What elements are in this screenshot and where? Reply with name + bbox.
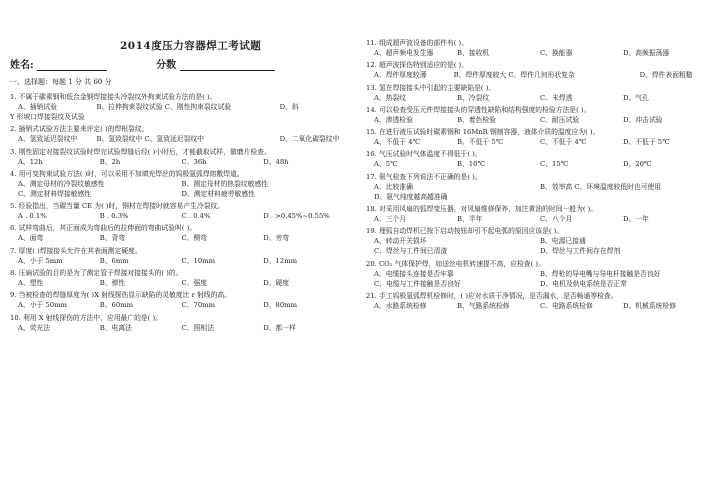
- answer-option: B、半年: [457, 215, 483, 224]
- option-row: [366, 137, 706, 147]
- option-row: [10, 323, 345, 333]
- answer-option: C、照相法: [181, 323, 214, 332]
- answer-option: B、不低于 5℃: [457, 138, 504, 147]
- answer-option: D、高频振荡器: [623, 49, 670, 57]
- question-item: [366, 226, 706, 256]
- question-text: 1. 不属于碳素钢和低合金钢焊接接头冷裂纹外拘束试验方法的是( )。: [10, 93, 217, 101]
- question-text: 12. 超声波探伤特别适应的是( )。: [366, 61, 468, 70]
- answer-option: C、36h: [181, 157, 207, 166]
- answer-option: A、小于 50mm: [18, 301, 67, 310]
- question-item: [10, 169, 345, 199]
- question-item: [10, 92, 345, 122]
- option-row: [366, 236, 706, 246]
- question-item: [366, 259, 706, 289]
- answer-option: C、70mm: [181, 301, 216, 310]
- answer-option: A、12h: [18, 157, 43, 166]
- question-text: 5. 经验指出，当碳当量 CE 为( )时，钢材在焊接时就容易产生冷裂纹。: [10, 202, 225, 211]
- option-row: [10, 134, 345, 144]
- option-row: [10, 157, 345, 167]
- option-row: [366, 269, 706, 279]
- question-text: 18. 对采用风扇的弧焊变压器，对风扇维修保养，加注黄油的时间一般为( )。: [366, 205, 598, 214]
- left-column: [10, 92, 345, 335]
- answer-option: A、渗透检验: [374, 115, 413, 124]
- question-item: [366, 149, 706, 169]
- question-text: 14. 可以检查受压元件焊接接头的穿透性缺陷和结构强度的检验方法是( )。: [366, 105, 591, 114]
- option-row: [10, 278, 345, 288]
- page-title: 2014度压力容器焊工考试题: [120, 40, 262, 52]
- answer-option: B、焊枪的导电嘴与导电杆接触是否良好: [540, 269, 661, 278]
- answer-option: D、气孔: [623, 93, 649, 102]
- answer-option: A、塑性: [18, 279, 44, 288]
- option-continuation: D、氨气纯度越高越准确: [374, 192, 448, 201]
- answer-option: A . 0.1%: [18, 212, 47, 221]
- answer-option: B、气路系统检修: [457, 301, 510, 310]
- answer-option: A、转动开关损坏: [374, 237, 427, 246]
- answer-option: C、电缆与工件接触是否良好: [374, 279, 461, 288]
- answer-option: C、侧弯: [181, 234, 208, 243]
- score-label: 分数: [156, 60, 177, 71]
- answer-option: D、斜: [279, 103, 299, 111]
- question-text: 6. 试样弯曲后，其正面成为弯曲后的拉伸面的弯曲试验叫( )。: [10, 224, 197, 233]
- option-row: [366, 214, 706, 224]
- question-text: 7. 厚度( )焊接接头允许在其表面测定硬度。: [10, 246, 142, 255]
- answer-option: B、着色检验: [457, 115, 496, 124]
- answer-option: A、电缆接头连接是否牢靠: [374, 269, 454, 278]
- name-score-line: [10, 56, 275, 71]
- question-text: 17. 氨气检查下列说法不正确的是( )。: [366, 172, 482, 181]
- question-item: [366, 291, 706, 311]
- question-item: [366, 105, 706, 125]
- option-row: [366, 246, 706, 256]
- answer-option: D、12mm: [263, 256, 298, 265]
- answer-option: A、焊件厚度较薄: [374, 71, 427, 80]
- answer-option: C、强度: [181, 279, 208, 288]
- question-item: [366, 83, 706, 103]
- answer-option: A、比较准确: [374, 182, 413, 191]
- name-label: 姓名:: [10, 60, 34, 71]
- answer-option: D、冲击试验: [623, 115, 663, 124]
- answer-option: C . 0.4%: [181, 212, 211, 221]
- question-item: [10, 147, 345, 167]
- answer-option: C、耐压试验: [540, 115, 580, 124]
- answer-option: C、八个月: [540, 215, 573, 224]
- answer-option: D、硬度: [263, 279, 290, 288]
- option-row: [366, 93, 706, 103]
- answer-option: B、弹性: [99, 279, 126, 288]
- option-row: [10, 233, 345, 243]
- answer-option: D、不低于 5℃: [623, 138, 670, 147]
- answer-option: A、氢致延迟裂纹中: [18, 135, 78, 144]
- option-row: [10, 211, 345, 221]
- answer-option: C、10mm: [181, 256, 216, 265]
- answer-option: B、6mm: [99, 256, 129, 265]
- question-item: [366, 172, 706, 202]
- answer-option: B、60mm: [99, 301, 134, 310]
- question-item: [10, 223, 345, 243]
- answer-option: D、都一样: [263, 323, 296, 332]
- score-blank: [180, 59, 275, 71]
- answer-option: D、二氧化碳裂纹中: [279, 135, 340, 144]
- answer-option: C、电路系统检修: [540, 301, 593, 310]
- question-text: 10. 利用 X 射线探伤的方法中，应用最广的是( )。: [10, 313, 162, 322]
- question-text: 2. 插销式试验方法主要来评定( )的焊根裂纹。: [10, 125, 149, 134]
- question-text: 20. CO₂ 气体保护焊，如送丝电机转速提不高，应检查( )。: [366, 259, 545, 268]
- option-row: [10, 179, 345, 189]
- question-text: 9. 当被检查的焊缝厚度为( )X 射线探伤显示缺陷的灵敏度比 r 射线的高。: [10, 291, 231, 300]
- answer-option: B、接收机: [457, 49, 490, 57]
- question-text: 16. 气压试验时气体温度不得低于( )。: [366, 150, 482, 159]
- section-intro: 一、选择题：每题 1 分 共 60 分: [10, 78, 112, 86]
- option-row: [366, 70, 706, 80]
- question-text: 13. 氢在焊接接头中引起的主要缺陷是( )。: [366, 83, 496, 92]
- option-row: [366, 301, 706, 311]
- answer-option: C、换能器: [540, 49, 573, 57]
- answer-option: D、机械系统检修: [623, 301, 677, 310]
- right-column: [366, 38, 706, 313]
- answer-option: A、水路系统检修: [374, 301, 427, 310]
- answer-option: D、焊件表面粗糙: [639, 71, 693, 80]
- option-row: [366, 48, 706, 58]
- answer-option: D、一年: [623, 215, 649, 224]
- question-item: [10, 124, 345, 144]
- answer-option: A、小于 5mm: [18, 256, 63, 265]
- answer-option: B、2h: [99, 157, 121, 166]
- option-row: [366, 279, 706, 289]
- answer-option: C、未焊透: [540, 93, 573, 102]
- answer-option: A、插销试验: [18, 103, 57, 111]
- option-continuation: Y 形坡口焊接裂纹及试验: [10, 113, 85, 121]
- question-text: 8. 压扁试验的目的是为了测定管子焊接对接接头的( )的。: [10, 269, 183, 278]
- answer-option: B、10℃: [457, 160, 486, 169]
- question-item: [10, 313, 345, 333]
- option-row: [10, 102, 345, 112]
- answer-option: B . 0.3%: [99, 212, 129, 221]
- name-blank: [37, 59, 107, 71]
- option-row: [366, 182, 706, 192]
- answer-option: B、电源已接通: [540, 237, 586, 246]
- question-item: [10, 246, 345, 266]
- answer-option: D、测定材料疲劳敏感性: [181, 189, 255, 198]
- question-item: [366, 60, 706, 80]
- answer-option: A、三个月: [374, 215, 407, 224]
- answer-option: B、冷裂纹: [457, 93, 490, 102]
- option-row: [366, 159, 706, 169]
- answer-option: D、80mm: [263, 301, 298, 310]
- answer-option: A、荧光法: [18, 323, 51, 332]
- answer-option: D、焊丝与工件间存在焊剂: [540, 247, 621, 256]
- answer-option: D、旁弯: [263, 234, 290, 243]
- answer-option: D、20℃: [623, 160, 652, 169]
- answer-option: D、电机及供电系统是否正常: [540, 279, 628, 288]
- answer-option: B、拉伸拘束裂纹试验 C、刚性拘束裂纹试验: [96, 103, 232, 111]
- answer-option: A、5℃: [374, 160, 398, 169]
- answer-option: B、背弯: [99, 234, 126, 243]
- question-item: [366, 38, 706, 58]
- answer-option: A、热裂纹: [374, 93, 407, 102]
- question-item: [10, 268, 345, 288]
- question-item: [366, 204, 706, 224]
- option-row: [10, 189, 345, 199]
- answer-option: C、焊丝与工件间已清渣: [374, 247, 448, 256]
- answer-option: C、测定材料焊接敏感性: [18, 189, 92, 198]
- question-text: 15. 在进行液压试验时碳素钢和 16MnR 钢制容器，液体介质的温度应为( )。: [366, 128, 600, 137]
- option-row: [366, 115, 706, 125]
- answer-option: B、焊件厚度较大 C、焊件几何形状复杂: [453, 71, 575, 80]
- option-row: [10, 256, 345, 266]
- question-text: 4. 用可变拘束试验方法( )时，可以采用不加填充焊丝的钨极氩弧焊熔敷焊道。: [10, 169, 244, 178]
- answer-option: D . >0.45%~0.55%: [263, 212, 330, 221]
- answer-option: B、氢致裂纹中 C、氢致延迟裂纹中: [96, 135, 204, 144]
- question-item: [10, 201, 345, 221]
- answer-option: A、超声频电发生器: [374, 49, 434, 57]
- answer-option: B、测定母材的热裂纹敏感性: [181, 179, 269, 188]
- option-row: [10, 300, 345, 310]
- question-text: 21. 手工钨极氩弧焊机检修时，( )应对水质干净情况，是否漏水，是否畅通等检查。: [366, 291, 618, 300]
- answer-option: C、不低于 4℃: [540, 138, 587, 147]
- question-text: 19. 埋弧自动焊机已按下启动按钮却引不起电弧的原因应该是( )。: [366, 227, 564, 236]
- answer-option: B、效率高 C、环境温度较低时也可使用: [540, 182, 662, 191]
- question-text: 3. 刚性固定对接裂纹试验时焊完试验焊缝后经( )小时后，才能截取试样，做磨片检查。: [10, 147, 271, 156]
- answer-option: D、48h: [263, 157, 289, 166]
- answer-option: B、电离法: [99, 323, 132, 332]
- question-item: [366, 127, 706, 147]
- answer-option: A、面弯: [18, 234, 44, 243]
- answer-option: A、测定母材的冷裂纹敏感性: [18, 179, 105, 188]
- answer-option: C、15℃: [540, 160, 569, 169]
- question-text: 11. 组成超声波设备的部件有( )。: [366, 39, 468, 47]
- answer-option: A、不低于 4℃: [374, 138, 421, 147]
- question-item: [10, 290, 345, 310]
